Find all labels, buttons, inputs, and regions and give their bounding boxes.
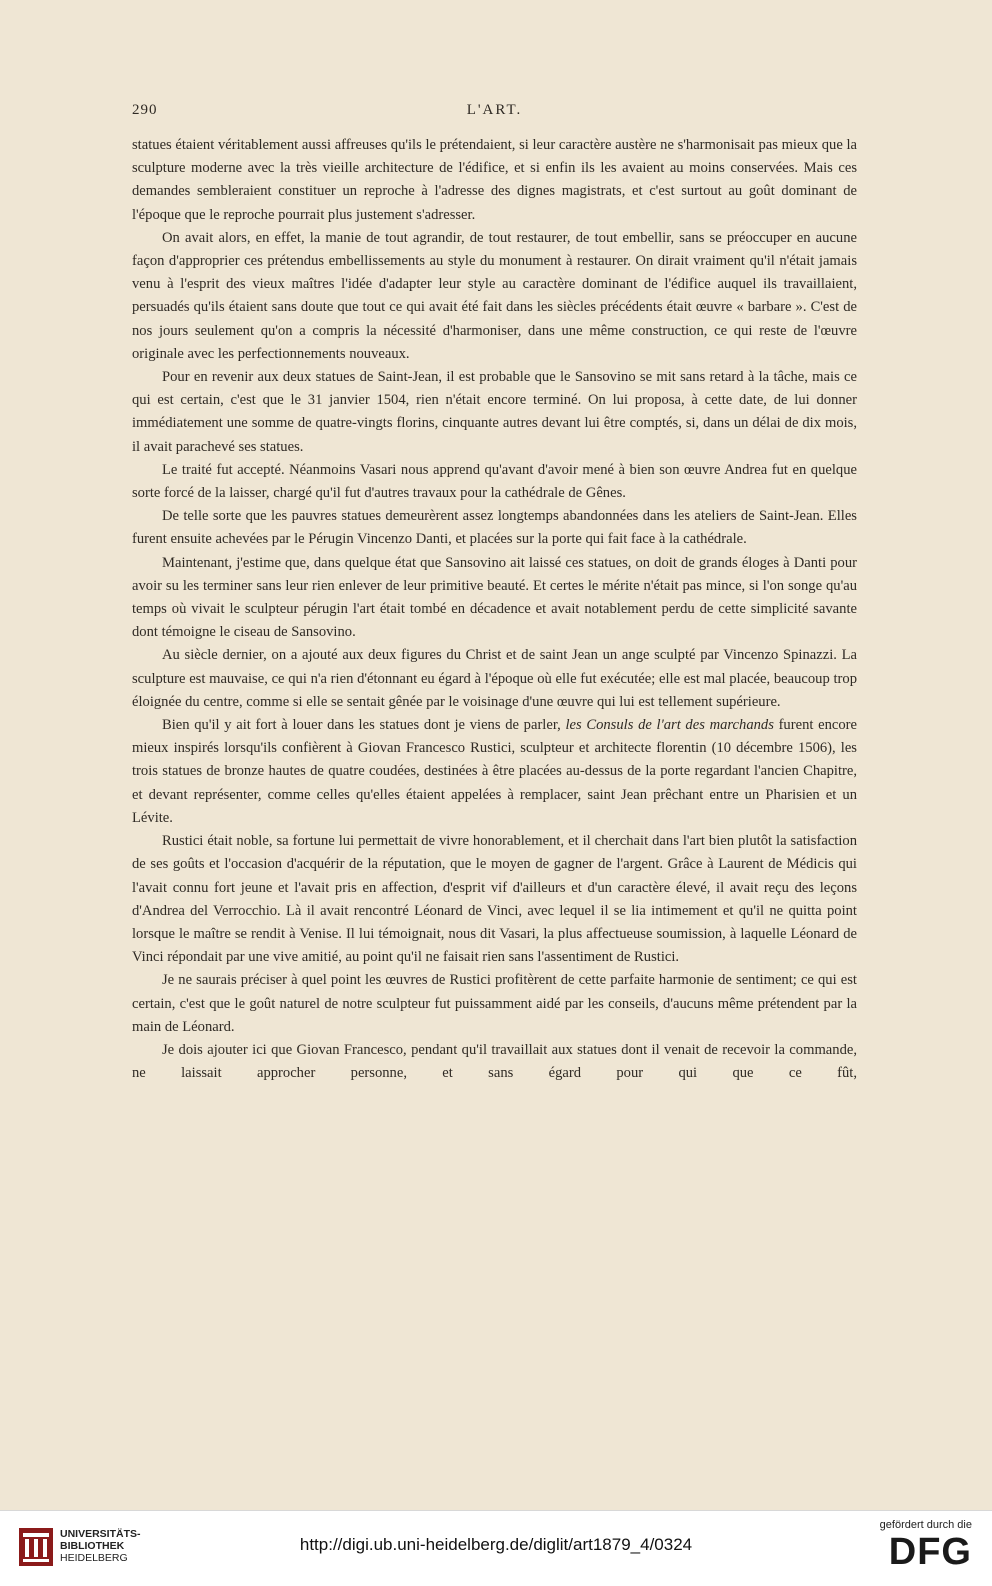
dfg-logo-icon: DFG: [888, 1531, 972, 1573]
library-name-line: HEIDELBERG: [60, 1552, 128, 1564]
body-text: [132, 134, 857, 1085]
paragraph: Maintenant, j'estime que, dans quelque état que Sansovino ait laissé ces statues, on doit de grands éloges à Danti pour avoir su les terminer sans leur rien enlever de leur primitive beauté. Et certes le mérite n'était pas mince, si l'on songe qu'au temps où vivait le sculpteur pérugin l'art était tombé en décadence et avait notablement perdu de cette simplicité savante dont témoigne le ciseau de Sansovino.: [132, 554, 857, 641]
permalink-url[interactable]: http://digi.ub.uni-heidelberg.de/diglit/art1879_4/0324: [299, 1535, 693, 1554]
paragraph: [132, 714, 857, 830]
paragraph: Je dois ajouter ici que Giovan Francesco, pendant qu'il travaillait aux statues dont il venait de recevoir la commande, ne laissait approcher personne, et sans égard pour qui que ce fût,: [132, 1041, 857, 1082]
library-name-line: BIBLIOTHEK: [60, 1540, 125, 1552]
paragraph: On avait alors, en effet, la manie de tout agrandir, de tout restaurer, de tout embellir, sans se préoccuper en aucune façon d'approprier ces prétendus embellissements au style du monument à restaurer. On dirait vraiment qu'il n'était jamais venu à l'esprit des vieux maîtres l'idée d'adapter leur style au caractère dominant de l'édifice auquel ils travaillaient, persuadés qu'ils étaient sans doute que tout ce qui avait été fait dans les siècles précédents était œuvre « barbare ». C'est de nos jours seulement qu'on a compris la nécessité d'harmoniser, dans une même construction, ce qui reste de l'œuvre originale avec les perfectionnements nouveaux.: [132, 229, 857, 362]
library-name-line: UNIVERSITÄTS-: [60, 1528, 141, 1540]
paragraph-text: furent encore mieux inspirés lorsqu'ils confièrent à Giovan Francesco Rustici, sculpteur et architecte florentin (10 décembre 1506), les trois statues de bronze hautes de quatre coudées, destinées à être placées au-dessus de la porte regardant l'ancien Chapitre, et devant représenter, comme celles qu'elles étaient appelées à remplacer, saint Jean prêchant entre un Pharisien et un Lévite.: [132, 717, 857, 826]
page-number: 290: [132, 102, 158, 118]
funder-block[interactable]: [862, 1519, 972, 1579]
paragraph: Rustici était noble, sa fortune lui permettait de vivre honorablement, et il cherchait dans l'art bien plutôt la satisfaction de ses goûts et l'occasion d'acquérir de la réputation, que le moyen de gagner de l'argent. Grâce à Laurent de Médicis qui l'avait connu fort jeune et l'avait pris en affection, d'esprit vif d'ailleurs et d'un caractère élevé, il avait reçu des leçons d'Andrea del Verrocchio. Là il avait rencontré Léonard de Vinci, avec lequel il se lia intimement et qu'il ne quitta point lorsque le maître se rendit à Venise. Il lui témoignait, nous dit Vasari, la plus affectueuse soumission, à laquelle Léonard de Vinci répondait par une vive amitié, au point qu'il ne faisait rien sans l'assentiment de Rustici.: [132, 833, 857, 966]
page-header: [132, 102, 857, 126]
paragraph: Au siècle dernier, on a ajouté aux deux figures du Christ et de saint Jean un ange sculpté par Vincenzo Spinazzi. La sculpture est mauvaise, ce qui n'a rien d'étonnant eu égard à l'époque où elle fut exécutée; elle est mal placée, beaucoup trop éloignée du centre, comme si elle se sentait gênée par le voisinage d'une œuvre qui lui est tellement supérieure.: [132, 647, 857, 710]
paragraph: De telle sorte que les pauvres statues demeurèrent assez longtemps abandonnées dans les ateliers de Saint-Jean. Elles furent ensuite achevées par le Pérugin Vincenzo Danti, et placées sur la porte qui fait face à la cathédrale.: [132, 508, 857, 548]
paragraph: Le traité fut accepté. Néanmoins Vasari nous apprend qu'avant d'avoir mené à bien son œuvre Andrea fut en quelque sorte forcé de la laisser, chargé qu'il fut d'autres travaux pour la cathédrale de Gênes.: [132, 461, 857, 502]
viewer-footer: [0, 1510, 992, 1586]
paragraph: Pour en revenir aux deux statues de Saint-Jean, il est probable que le Sansovino se mit sans retard à la tâche, mais ce qui est certain, c'est que le 31 janvier 1504, rien n'était encore terminé. On lui proposa, à cette date, de lui donner immédiatement une somme de quatre-vingts florins, cinquante autres devant lui être comptés, si, dans un délai de dix mois, il avait parachevé ses statues.: [132, 369, 857, 455]
paragraph: Je ne saurais préciser à quel point les œuvres de Rustici profitèrent de cette parfaite harmonie de sentiment; ce qui est certain, c'est que le goût naturel de notre sculpteur fut puissamment aidé par les conseils, d'aucuns même prétendent par la main de Léonard.: [132, 972, 857, 1035]
italic-title: les Consuls de l'art des marchands: [565, 717, 774, 734]
funding-caption: gefördert durch die: [879, 1519, 972, 1531]
paragraph: statues étaient véritablement aussi affreuses qu'ils le prétendaient, si leur caractère austère ne s'harmonisait pas mieux que la sculpture moderne avec la très vieille architecture de l'édifice, et si enfin ils les avaient au moins conservées. Mais ces demandes sembleraient constituer un reproche à l'adresse des dignes magistrats, et c'est surtout au goût dominant de l'époque que le reproche pourrait plus justement s'adresser.: [132, 137, 857, 223]
running-title: L'ART.: [466, 102, 523, 118]
paragraph-text: Bien qu'il y ait fort à louer dans les statues dont je viens de parler,: [162, 717, 566, 734]
